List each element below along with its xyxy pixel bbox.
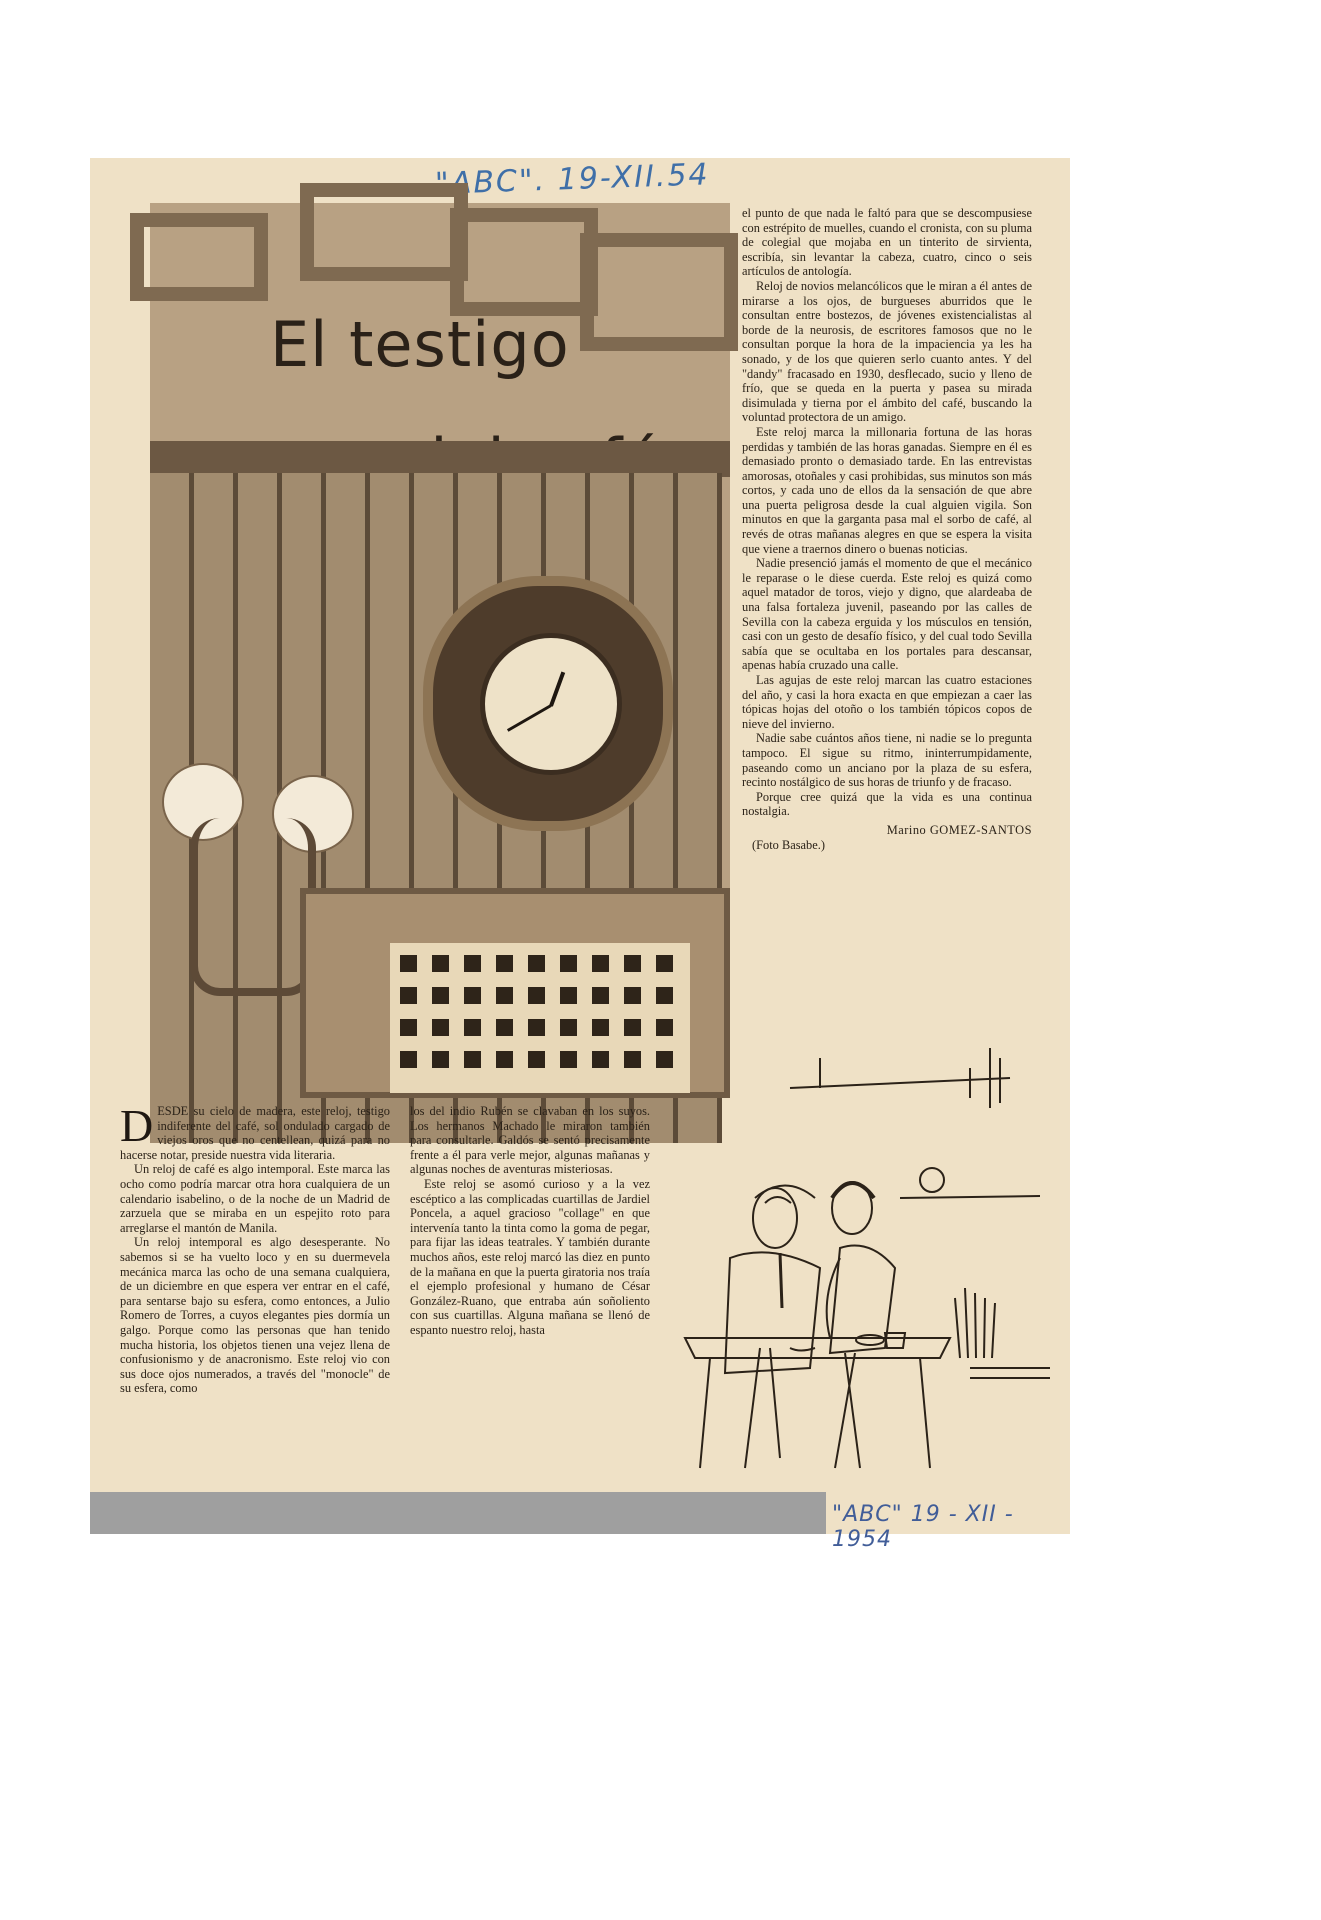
paragraph: Este reloj se asomó curioso y a la vez escéptico a las complicadas cuartillas de Jardiel Poncela, a aquel gracioso "collage" en que intervenía tanto la tinta como la goma de pegar, para fijar las ideas teatrales. Y también durante muchos años, este reloj marcó las diez en punto de la mañana en que la puerta giratoria nos traía el ejemplo profesional y humano de César González-Ruano, que entraba aún soñoliento con sus cuartillas. Alguna mañana se llenó de espanto nuestro reloj, hasta xyxy=(410,1176,650,1337)
paragraph: Reloj de novios melancólicos que le miran a él antes de mirarse a los ojos, de burgueses aburridos que le consultan entre bostezos, de jóvenes existencialistas al borde de la neurosis, de escritores famosos que no le consultan porque la hora de la impaciencia ya les ha sonado, y de los que quieren serlo cuanto antes. Y del "dandy" fracasado en 1930, desflecado, sucio y lleno de frío, que se queda en la puerta y pasea su mirada disimulada y tierna por el ámbito del café, buscando la voluntad protectora de un amigo. xyxy=(742,278,1032,425)
handwritten-date-bottom: "ABC" 19 - XII - 1954 xyxy=(832,1502,1014,1552)
article-column-left xyxy=(120,1100,390,1396)
paragraph: Un reloj de café es algo intemporal. Este marca las ocho como podría marcar otra hora cualquiera de un calendario isabelino, o de la noche de un Madrid de zarzuela que se miraba en un espejito roto para arreglarse el mantón de Manila. xyxy=(120,1162,390,1235)
paragraph: Nadie presenció jamás el momento de que el mecánico le reparase o le diese cuerda. Este reloj es quizá como aquel matador de toros, viejo y digno, que alardeaba de una falsa fortaleza juvenil, paseando por las calles de Sevilla con la cabeza erguida y los músculos en tensión, casi con un gesto de desafío físico, y del cual todo Sevilla sabía que se ocultaba en los portales para descansar, apenas había cruzado una calle. xyxy=(742,556,1032,673)
drop-cap: D xyxy=(120,1100,154,1151)
handwritten-date-top: "ABC". 19-XII.54 xyxy=(434,157,711,202)
photo-credit: (Foto Basabe.) xyxy=(752,837,825,852)
article-column-right xyxy=(742,206,1032,852)
paragraph: Porque cree quizá que la vida es una continua nostalgia. xyxy=(742,789,1032,819)
author-signature: Marino GOMEZ-SANTOS xyxy=(886,822,1032,837)
paragraph: Un reloj intemporal es algo desesperante. No sabemos si se ha vuelto loco y en su duermevela mecánica marca las ocho de una semana cualquiera, de un diciembre en que espera ver entrar en el café, para sentarse bajo su esfera, como entonces, a Julio Romero de Torres, a cuyos elegantes pies dormía un galgo. Porque como las personas que han tenido mucha historia, los objetos tienen una vejez llena de confusionismo y de anacronismo. Este reloj vio con sus doce ojos numerados, a través del "monocle" de su esfera, como xyxy=(120,1235,390,1396)
newspaper-clipping xyxy=(90,157,1070,1552)
article-title-line-1: El testigo xyxy=(270,308,570,381)
door-vent-grille xyxy=(390,943,690,1093)
cafe-couple-sketch xyxy=(670,1048,1060,1488)
paragraph-text: ESDE su cielo de madera, este reloj, testigo indiferente del café, sol ondulado cargado de viejos oros que no centellean, quizá para no hacerse notar, preside nuestra vida literaria. xyxy=(120,1104,390,1162)
clock-photograph xyxy=(150,203,730,1093)
clock-face-icon xyxy=(480,633,622,775)
paragraph: Las agujas de este reloj marcan las cuatro estaciones del año, y casi la hora exacta en que empiezan a caer las tópicas hojas del otoño o los también tópicos copos de nieve del invierno. xyxy=(742,673,1032,731)
wall-sconce xyxy=(190,818,316,996)
fret-ornament xyxy=(580,233,738,351)
clock-minute-hand xyxy=(507,704,552,732)
wall-molding xyxy=(150,441,730,477)
article-column-middle xyxy=(410,1104,650,1338)
fret-ornament xyxy=(450,208,598,316)
fret-ornament xyxy=(300,183,468,281)
paragraph: los del indio Rubén se clavaban en los suyos. Los hermanos Machado le miraron también para consultarle. Galdós se sentó precisamente frente a él para verle mejor, algunas mañanas y algunas noches de aventuras misteriosas. xyxy=(410,1104,650,1177)
fret-ornament xyxy=(130,213,268,301)
paragraph: Nadie sabe cuántos años tiene, ni nadie se lo pregunta tampoco. El sigue su ritmo, ininterrumpidamente, paseando como un anciano por la plaza de su esfera, recinto nostálgico de sus horas de triunfo y de fracaso. xyxy=(742,731,1032,790)
clock-hour-hand xyxy=(549,671,565,706)
paragraph: Este reloj marca la millonaria fortuna de las horas perdidas y también de las horas ganadas. Siempre en él es demasiado pronto o demasiado tarde. En las entrevistas amorosas, otoñales y casi prohibidas, sus minutos son más cortos, y cada uno de ellos da la sensación de que abre una puerta peligrosa desde la cual alguien vigila. Son minutos en que la garganta pasa mal el sorbo de café, al revés de otras mañanas alegres en que se espera la visita que viene a traernos dinero o buenas noticias. xyxy=(742,424,1032,556)
gray-scan-strip xyxy=(90,1492,826,1534)
paragraph xyxy=(120,1100,390,1162)
paragraph: el punto de que nada le faltó para que se descompusiese con estrépito de muelles, cuando el cronista, con su pluma de colegial que mojaba en un tinterito de sirvienta, escribía, sin levantar la cabeza, cuatro, cinco o seis artículos de antología. xyxy=(742,206,1032,279)
